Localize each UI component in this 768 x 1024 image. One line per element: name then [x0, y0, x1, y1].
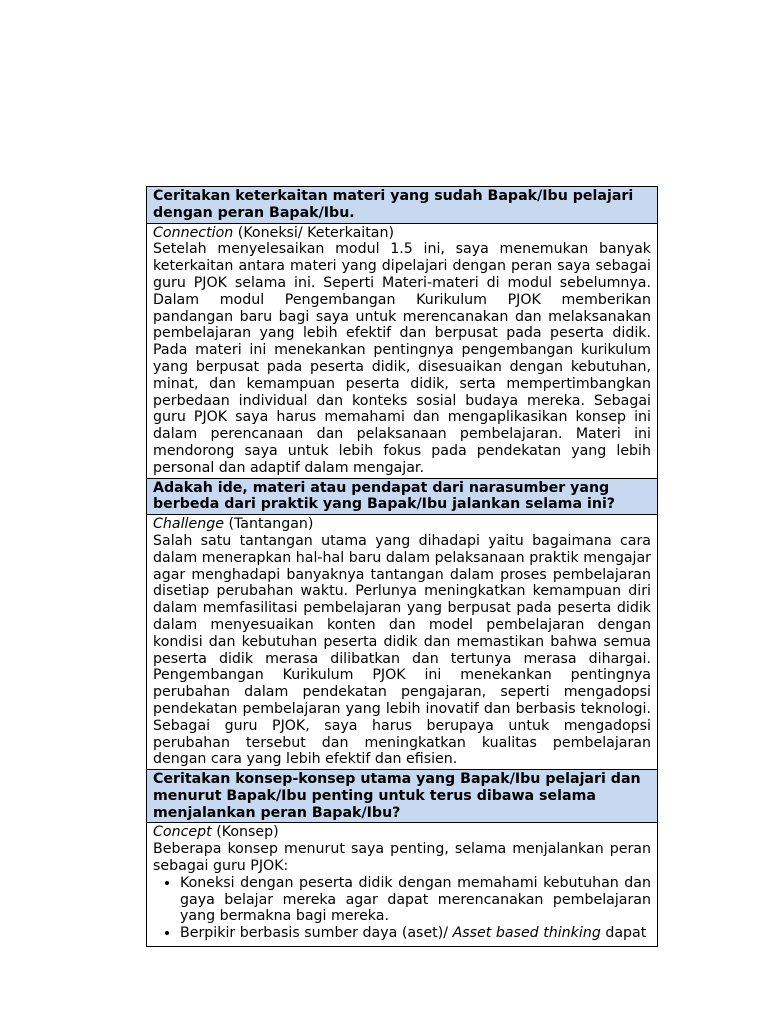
- list-item-text-end: dapat: [600, 925, 647, 942]
- asset-based-thinking-term: Asset based thinking: [452, 925, 601, 942]
- label-english: Connection: [153, 224, 234, 241]
- list-item: [180, 925, 651, 945]
- table-row: [147, 770, 658, 823]
- question-cell-concept: Ceritakan konsep-konsep utama yang Bapak/Ibu pelajari dan menurut Bapak/Ibu penting untuk terus dibawa selama menjalankan peran Bapak/Ibu?: [147, 770, 658, 823]
- section-label: [153, 225, 651, 242]
- label-english: Challenge: [153, 516, 224, 533]
- list-item: • Koneksi dengan peserta didik dengan memahami kebutuhan dan gaya belajar mereka agar dapat merencanakan pembelajaran yang bermakna bagi mereka.: [180, 875, 651, 925]
- reflection-table: [146, 186, 658, 947]
- table-row: [147, 223, 658, 478]
- question-cell-challenge: Adakah ide, materi atau pendapat dari narasumber yang berbeda dari praktik yang Bapak/Ibu jalankan selama ini?: [147, 478, 658, 515]
- concept-list: [153, 875, 651, 945]
- table-row: [147, 823, 658, 947]
- answer-cell-challenge: [147, 515, 658, 770]
- table-row: [147, 478, 658, 515]
- answer-intro: Beberapa konsep menurut saya penting, selama menjalankan peran sebagai guru PJOK:: [153, 841, 651, 875]
- label-english: Concept: [153, 824, 212, 841]
- table-row: [147, 187, 658, 224]
- answer-text: Salah satu tantangan utama yang dihadapi yaitu bagaimana cara dalam menerapkan hal-hal baru dalam pelaksanaan praktik mengajar agar menghadapi banyaknya tantangan dalam proses pembelajaran disetiap perubahan waktu. Perlunya meningkatkan kemampuan diri dalam memfasilitasi pembelajaran yang berpusat pada peserta didik dalam menyesuaikan konten dan model pembelajaran dengan kondisi dan kebutuhan peserta didik dan memastikan bahwa semua peserta didik merasa dilibatkan dan tertunya merasa dihargai. Pengembangan Kurikulum PJOK ini menekankan pentingnya perubahan dalam pendekatan pengajaran, seperti mengadopsi pendekatan pembelajaran yang lebih inovatif dan berbasis teknologi. Sebagai guru PJOK, saya harus berupaya untuk mengadopsi perubahan tersebut dan meningkatkan kualitas pembelajaran dengan cara yang lebih efektif dan efisien.: [153, 532, 651, 768]
- answer-cell-connection: [147, 223, 658, 478]
- table-row: [147, 515, 658, 770]
- label-indonesian: (Koneksi/ Keterkaitan): [233, 224, 394, 241]
- section-label: [153, 516, 651, 533]
- section-label: [153, 824, 651, 841]
- answer-cell-concept: [147, 823, 658, 947]
- label-indonesian: (Tantangan): [223, 516, 314, 533]
- list-item-text: [180, 925, 651, 945]
- question-cell-connection: Ceritakan keterkaitan materi yang sudah Bapak/Ibu pelajari dengan peran Bapak/Ibu.: [147, 187, 658, 224]
- list-item-text-start: Berpikir berbasis sumber daya (aset)/: [180, 925, 453, 942]
- label-indonesian: (Konsep): [211, 824, 279, 841]
- answer-text: Setelah menyelesaikan modul 1.5 ini, saya menemukan banyak keterkaitan antara materi yang dipelajari dengan peran saya sebagai guru PJOK selama ini. Seperti Materi-materi di modul sebelumnya. Dalam modul Pengembangan Kurikulum PJOK memberikan pandangan baru bagi saya untuk merencanakan dan melaksanakan pembelajaran yang lebih efektif dan berpusat pada peserta didik. Pada materi ini menekankan pentingnya pengembangan kurikulum yang berpusat pada peserta didik, disesuaikan dengan kebutuhan, minat, dan kemampuan peserta didik, serta mempertimbangkan perbedaan individual dan konteks sosial budaya mereka. Sebagai guru PJOK saya harus memahami dan mengaplikasikan konsep ini dalam perencanaan dan pelaksanaan pembelajaran. Materi ini mendorong saya untuk lebih fokus pada pendekatan yang lebih personal dan adaptif dalam mengajar.: [153, 241, 651, 476]
